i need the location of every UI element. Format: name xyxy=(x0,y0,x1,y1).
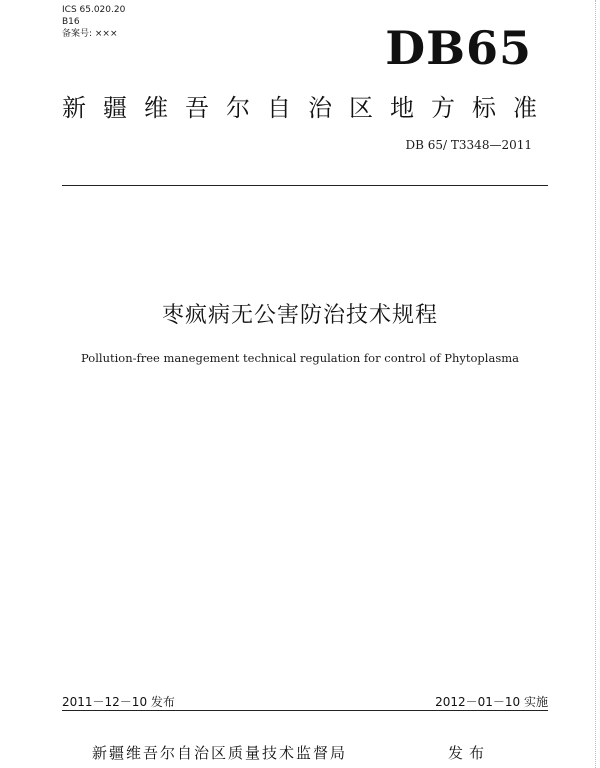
issue-date: 2011－12－10 发布 xyxy=(62,695,175,709)
implementation-date: 2012－01－10 实施 xyxy=(435,695,548,709)
publish-label: 发布 xyxy=(448,744,491,762)
top-divider xyxy=(62,185,548,186)
ics-code: ICS 65.020.20 xyxy=(62,5,126,15)
classification-block xyxy=(62,4,125,40)
bottom-divider xyxy=(62,710,548,711)
document-title-chinese: 枣疯病无公害防治技术规程 xyxy=(161,303,438,328)
scan-edge-line xyxy=(595,0,596,768)
record-number: 备案号: ××× xyxy=(62,29,118,39)
publisher-name: 新疆维吾尔自治区质量技术监督局 xyxy=(92,744,348,762)
standard-type-heading: 新疆维吾尔自治区地方标准 xyxy=(62,94,554,122)
ccs-code: B16 xyxy=(62,17,80,27)
standard-logo: DB65 xyxy=(385,21,532,75)
document-title-english: Pollution-free manegement technical regulation for control of Phytoplasma xyxy=(81,351,519,365)
standard-number: DB 65/ T3348—2011 xyxy=(405,138,532,152)
